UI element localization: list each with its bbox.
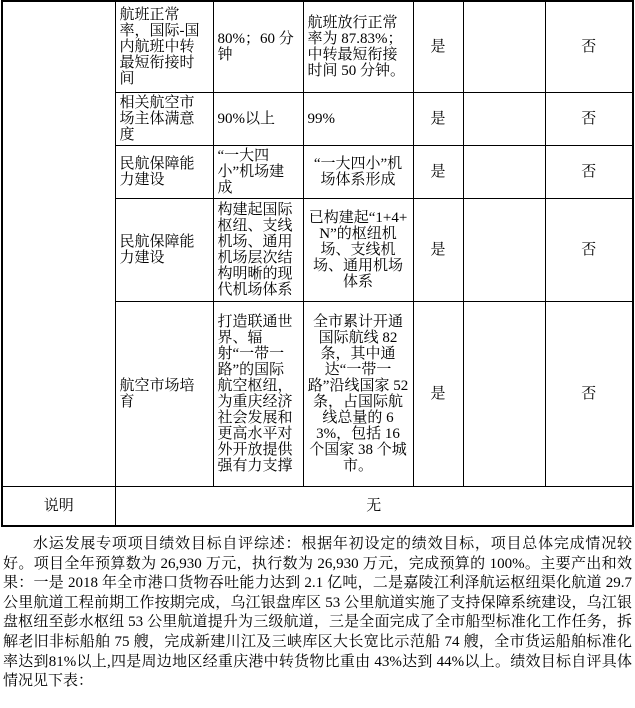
empty-flag-cell: [463, 1, 545, 92]
completed-flag-cell: 是: [413, 145, 463, 198]
indicator-name-cell: 航班正常率，国际-国内航班中转最短衔接时间: [115, 1, 213, 92]
spanning-category-cell: [2, 1, 115, 486]
target-value-cell: 打造联通世界、辐射“一带一路”的国际航空枢纽，为重庆经济社会发展和更高水平对外开放提供强有力支撑: [213, 301, 303, 486]
actual-value-cell: 已构建起“1+4+N”的枢纽机场、支线机场、通用机场体系: [303, 198, 413, 301]
self-evaluation-summary: 水运发展专项项目绩效目标自评综述：根据年初设定的绩效目标，项目总体完成情况较好。项目全年预算数为 26,930 万元，执行数为 26,930 万元，完成预算的 100%。主要产出和效果：一是 2018 年全市港口货物吞吐能力达到 2.1 亿吨，二是嘉陵江利泽航运枢纽渠化航道 29.7 公里航道工程前期工作按期完成，乌江银盘库区 53 公里航道实施了支持保障系统建设，乌江银盘枢纽至彭水枢纽 53 公里航道提升为三级航道，三是全面完成了全市船型标准化工作任务，拆解老旧非标船舶 75 艘，完成新建川江及三峡库区大长宽比示范船 74 艘，全市货运船舶标准化率达到81%以上,四是周边地区经重庆港中转货物比重由 43%达到 44%以上。绩效目标自评具体情况见下表：: [3, 536, 632, 690]
empty-flag-cell: [463, 92, 545, 145]
actual-value-cell: 全市累计开通国际航线 82 条，其中通达“一带一路”沿线国家 52 条，占国际航线总量的 63%，包括 16 个国家 38 个城市。: [303, 301, 413, 486]
completed-flag-cell: 是: [413, 1, 463, 92]
target-value-cell: 80%；60 分钟: [213, 1, 303, 92]
deviation-flag-cell: 否: [545, 92, 633, 145]
target-value-cell: 90%以上: [213, 92, 303, 145]
deviation-flag-cell: 否: [545, 1, 633, 92]
deviation-flag-cell: 否: [545, 301, 633, 486]
deviation-flag-cell: 否: [545, 198, 633, 301]
performance-indicator-table: [1, 0, 634, 527]
target-value-cell: “一大四小”机场建成: [213, 145, 303, 198]
target-value-cell: 构建起国际枢纽、支线机场、通用机场层次结构明晰的现代机场体系: [213, 198, 303, 301]
indicator-name-cell: 民航保障能力建设: [115, 145, 213, 198]
deviation-flag-cell: 否: [545, 145, 633, 198]
indicator-name-cell: 航空市场培育: [115, 301, 213, 486]
indicator-name-cell: 相关航空市场主体满意度: [115, 92, 213, 145]
completed-flag-cell: 是: [413, 92, 463, 145]
completed-flag-cell: 是: [413, 198, 463, 301]
empty-flag-cell: [463, 198, 545, 301]
actual-value-cell: 航班放行正常率为 87.83%；中转最短衔接时间 50 分钟。: [303, 1, 413, 92]
note-label-cell: 说明: [2, 486, 115, 526]
empty-flag-cell: [463, 145, 545, 198]
note-row: [2, 486, 633, 526]
empty-flag-cell: [463, 301, 545, 486]
actual-value-cell: “一大四小”机场体系形成: [303, 145, 413, 198]
indicator-name-cell: 民航保障能力建设: [115, 198, 213, 301]
table-row: [2, 1, 633, 92]
note-value-cell: 无: [115, 486, 633, 526]
completed-flag-cell: 是: [413, 301, 463, 486]
actual-value-cell: 99%: [303, 92, 413, 145]
